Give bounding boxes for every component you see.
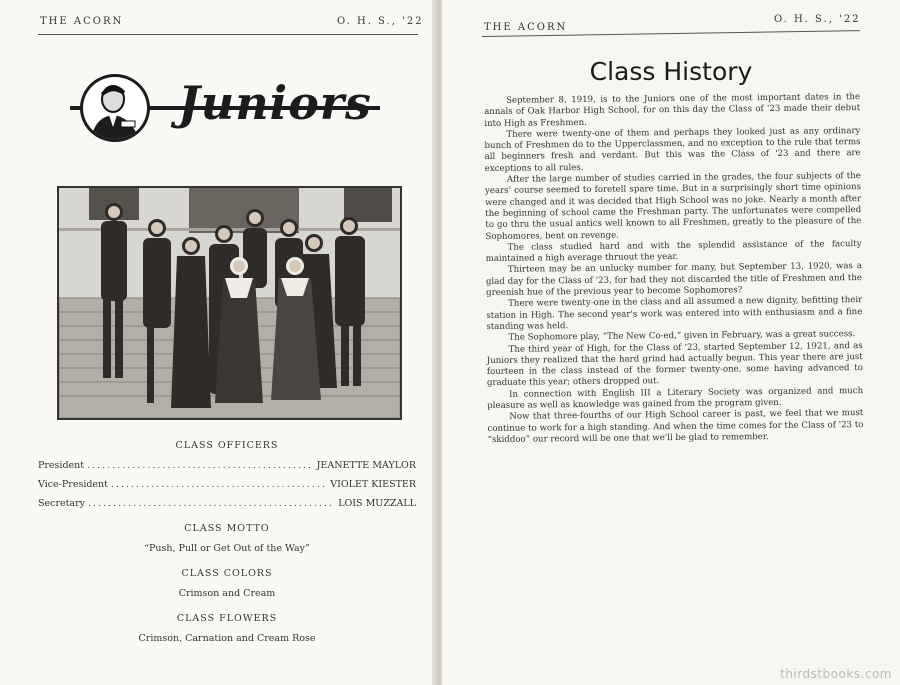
officer-role: Secretary	[38, 498, 86, 509]
paragraph: September 8, 1919, is to the Juniors one of the most important dates in the annals of Oak Harbor High School, for on this day the Class of '23 made their debut into High as Freshmen.	[484, 92, 861, 129]
watermark: thirdstbooks.com	[780, 667, 892, 681]
officer-role: President	[38, 460, 85, 471]
left-page	[0, 0, 438, 685]
logo-portrait-icon	[80, 74, 150, 142]
class-history-text	[484, 92, 864, 446]
running-head-left: THE ACORN	[40, 16, 124, 27]
page-title: Class History	[589, 57, 753, 86]
running-head-right: O. H. S., '22	[337, 16, 424, 27]
class-motto-heading: CLASS MOTTO	[184, 523, 270, 534]
leader-dots	[88, 498, 335, 509]
running-head-right: O. H. S., '22	[774, 14, 861, 25]
class-motto-text: “Push, Pull or Get Out of the Way”	[144, 543, 310, 554]
leader-dots	[111, 479, 327, 490]
running-head-left: THE ACORN	[484, 22, 568, 33]
paragraph: There were twenty-one of them and perhaps they looked just as any ordinary bunch of Freshmen do to the Upperclassmen, and no exception to the rule that terms all beginners fresh and verdant. But this was the Class of '23 and there are exceptions to all rules.	[484, 125, 861, 174]
officer-name: LOIS MUZZALL	[338, 498, 416, 509]
logo-wordmark: Juniors	[178, 76, 372, 130]
class-flowers-heading: CLASS FLOWERS	[176, 613, 278, 624]
officer-row-vice-president	[38, 479, 416, 490]
officer-name: VIOLET KIESTER	[330, 479, 416, 490]
paragraph: In connection with English III a Literary Society was organized and much pleasure as well as knowledge was gained from the program given.	[487, 385, 864, 411]
leader-dots	[87, 460, 314, 471]
officer-row-secretary	[38, 498, 416, 509]
running-rule	[38, 34, 418, 35]
class-colors-text: Crimson and Cream	[178, 588, 276, 599]
paragraph: After the large number of studies carried in the grades, the four subjects of the years' course seemed to foretell spare time. But in a surprisingly short time opinions were changed and it was decided that High School was no joke. Nearly a month after the beginning of school came the Freshman party. The unfortunates were compelled to go thru the usual antics well known to all Freshmen, greatly to the pleasure of the Sophomores, bent on revenge.	[484, 171, 862, 242]
class-colors-heading: CLASS COLORS	[181, 568, 273, 579]
class-flowers-text: Crimson, Carnation and Cream Rose	[138, 633, 316, 644]
officer-row-president	[38, 460, 416, 471]
paragraph: Now that three-fourths of our High School career is past, we feel that we must continue to work for a high standing. And when the time comes for the Class of '23 to “skiddoo” our record will be one that we'll be glad to remember.	[487, 408, 864, 445]
paragraph: The class studied hard and with the splendid assistance of the faculty maintained a high average thruout the year.	[485, 238, 862, 265]
juniors-logo	[70, 70, 380, 146]
officer-role: Vice-President	[38, 479, 108, 490]
right-page	[442, 0, 900, 685]
paragraph: Thirteen may be an unlucky number for many, but September 13, 1920, was a glad day for the Class of '23, for had they not discarded the title of Freshmen and the greenish hue of the previous year to become Sophomores?	[485, 261, 862, 299]
class-officers-heading: CLASS OFFICERS	[175, 440, 279, 451]
class-photo	[57, 186, 402, 420]
paragraph: There were twenty-one in the class and all assumed a new dignity, befitting their station in High. The second year's work was entered into with enthusiasm and a fine standing was held.	[486, 295, 863, 332]
officer-name: JEANETTE MAYLOR	[316, 460, 416, 471]
paragraph: The Sophomore play, “The New Co-ed,” given in February, was a great success.	[508, 329, 856, 343]
paragraph: The third year of High, for the Class of '23, started September 12, 1921, and as Juniors they realized that the hard grind had actually begun. This year there are just fourteen in the class instead of the former twenty-one, some having advanced to graduate this year; others dropped out.	[486, 340, 863, 389]
